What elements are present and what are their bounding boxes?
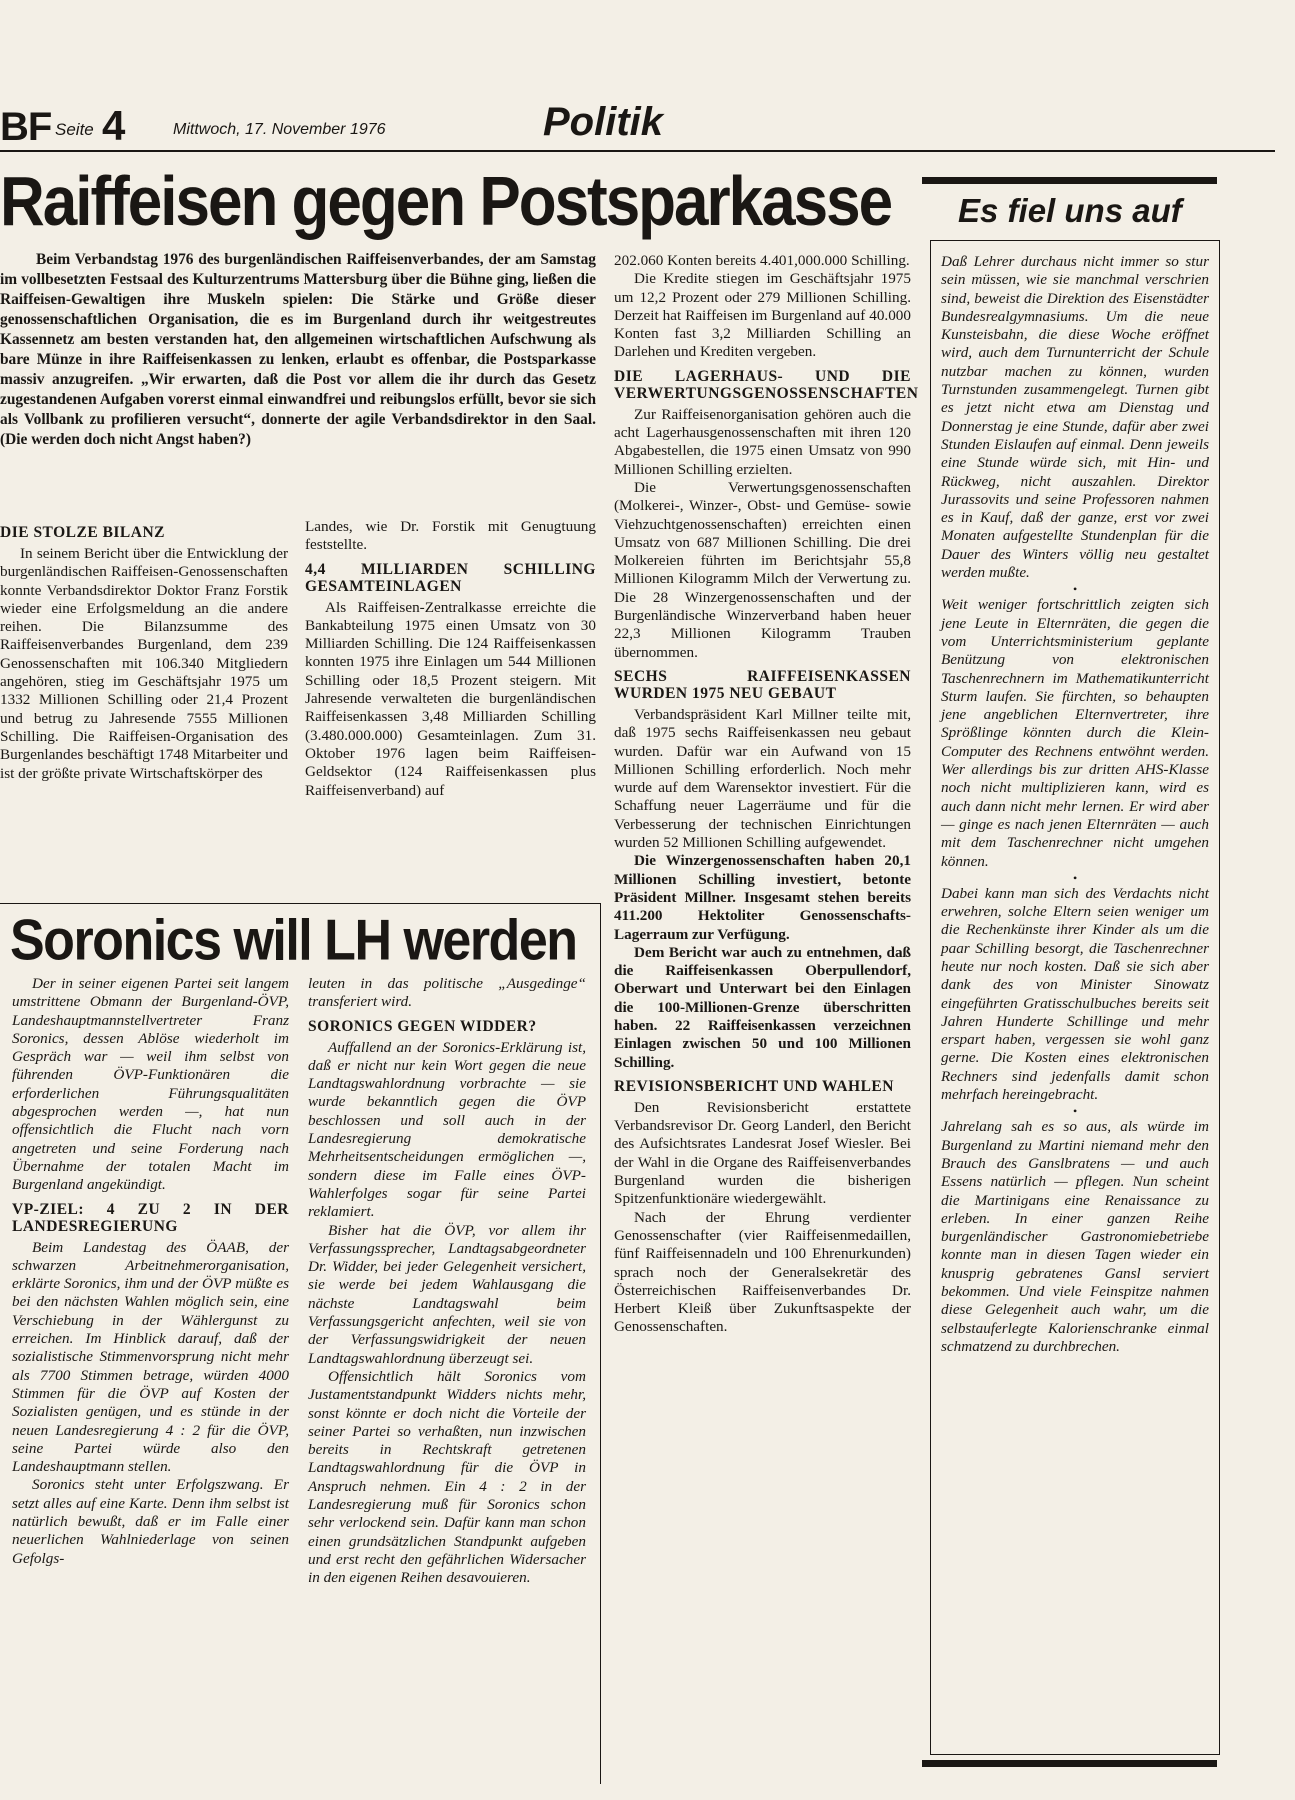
lead-paragraph: Beim Verbandstag 1976 des burgenländischen Raiffeisenverbandes, der am Samstag im vollbesetzten Festsaal des Kulturzentrums Mattersburg über die Bühne ging, ließen die Raiffeisen-Gewaltigen ihre Muskeln spielen: Die Stärke und Größe dieser genossenschaftlichen Organisation, die es im Burgenland durch ihr weitgestreutes Kassennetz am besten verstanden hat, den allgemeinen wirtschaftlichen Aufschwung als bare Münze in ihre Raiffeisenkassen zu lenken, erlaubt es offenbar, die Postsparkasse massiv anzugreifen. „Wir erwarten, daß die Post vor allem die ihr durch das Gesetz zugestandenen Aufgaben vorerst einmal einwandfrei und reibungslos erfüllt, bevor sie sich als Vollbank zu profilieren versucht“, donnerte der agile Verbandsdirektor in den Saal. (Die werden doch nicht Angst haben?): [0, 251, 596, 448]
subhead-vp-ziel: VP-ZIEL: 4 ZU 2 IN DER LANDESREGIERUNG: [12, 1200, 289, 1235]
paragraph: Auffallend an der Soronics-Erklärung ist, daß er nicht nur kein Wort gegen die neue Landtagswahlordnung vorbrachte — sie wurde bekanntlich gegen die ÖVP beschlossen und soll auch in der Landesregierung demokratische Mehrheitsentscheidungen ermöglichen —, sondern diese im Falle eines ÖVP-Wahlerfolges sogar für seine Partei reklamiert.: [308, 1038, 586, 1221]
paragraph: Die Kredite stiegen im Geschäftsjahr 1975 um 12,2 Prozent oder 279 Millionen Schilling. Derzeit hat Raiffeisen im Burgenland auf 40.000 Konten fast 3,2 Milliarden Schilling an Darlehen und Krediten vergeben.: [614, 270, 911, 361]
section-title: Politik: [543, 100, 664, 144]
separator-bullet: •: [1072, 582, 1078, 597]
sidebar-top-rule: [922, 177, 1217, 184]
paragraph: Der in seiner eigenen Partei seit langem umstrittene Obmann der Burgenland-ÖVP, Landeshauptmannstellvertreter Franz Soronics, dessen Ablöse wiederholt im Gespräch war — weil ihm selbst von führenden ÖVP-Funktionären die erforderlichen Führungsqualitäten abgesprochen werden —, hat nun offensichtlich die Flucht nach vorn angetreten und seine Forderung nach Übernahme der totalen Macht im Burgenland angekündigt.: [12, 975, 289, 1194]
paragraph: Dem Bericht war auch zu entnehmen, daß die Raiffeisenkassen Oberpullendorf, Oberwart und Unterwart bei den Einlagen die 100-Millionen-Grenze überschritten haben. 22 Raiffeisenkassen verzeichnen Einlagen zwischen 50 und 100 Millionen Schilling.: [614, 943, 911, 1071]
separator-bullet: •: [1072, 870, 1078, 885]
separator-bullet: •: [1072, 1104, 1078, 1119]
sidebar-bottom-rule: [922, 1760, 1217, 1767]
subhead-soronics-gegen-widder: SORONICS GEGEN WIDDER?: [308, 1017, 537, 1035]
paragraph: Weit weniger fortschrittlich zeigten sich jene Leute in Elternräten, die gegen die vom Unterrichtsministerium geplante Benützung von elektronischen Taschenrechnern im Mathematikunterricht Sturm laufen. Sie fürchten, so behaupten jene angeblichen Elternvertreter, ihre Sprößlinge könnten durch die Klein-Computer des Rechnens entwöhnt werden. Wer allerdings bis zur dritten AHS-Klasse noch nicht multiplizieren kann, wird es auch dann nicht mehr lernen. Er wird aber — ginge es nach jenen Elternräten — auch mit dem Taschenrechner nicht umgehen können.: [941, 596, 1209, 870]
paragraph: leuten in das politische „Ausgedinge“ transferiert wird.: [308, 975, 586, 1011]
paragraph: Dabei kann man sich des Verdachts nicht erwehren, solche Eltern seien weniger um die Rechenkünste ihrer Kinder als um die paar Schilling besorgt, die Taschenrechner heute nur noch kosten. Daß sie sich aber dank des von Minister Sinowatz eingeführten Gratisschulbuches bereits seit Jahren Hunderte Schillinge und mehr erspart haben, vergessen sie wohl ganz gerne. Die Kosten eines elektronischen Rechners sind jedenfalls damit schon mehrfach hereingebracht.: [941, 884, 1209, 1104]
main-column-3: [614, 252, 919, 1337]
paragraph: Als Raiffeisen-Zentralkasse erreichte die Bankabteilung 1975 einen Umsatz von 30 Milliarden Schilling. Die 124 Raiffeisenkassen konnten 1975 ihre Einlagen um 544 Millionen Schilling oder 18,5 Prozent steigern. Mit Jahresende verwalteten die burgenländischen Raiffeisenkassen 3,48 Milliarden Schilling (3.480.000.000) Gesamteinlagen. Zum 31. Oktober 1976 lagen beim Raiffeisen-Geldsektor (124 Raiffeisenkassen plus Raiffeisenverband) auf: [305, 598, 596, 799]
main-column-2: [305, 518, 596, 800]
sidebar-text: [941, 253, 1209, 1356]
paragraph: Offensichtlich hält Soronics vom Justamentstandpunkt Widders nichts mehr, sonst könnte er doch nicht die Vorteile der seiner Partei so verhaßten, nun inzwischen bereits in Rechtskraft getretenen Landtagswahlordnung für die ÖVP in Anspruch nehmen. Ein 4 : 2 in der Landesregierung muß für Soronics schon sehr verlockend sein. Dafür kann man schon einen grundsätzlichen Standpunkt aufgeben und erst recht den gefährlichen Widersacher in den eigenen Reihen desavouieren.: [308, 1367, 586, 1587]
soronics-column-2: [308, 975, 586, 1588]
main-lead: [0, 250, 596, 450]
paragraph: Soronics steht unter Erfolgszwang. Er setzt alles auf eine Karte. Denn ihm selbst ist natürlich bewußt, daß er im Falle einer neuerlichen Wahlniederlage von seinen Gefolgs-: [12, 1476, 289, 1567]
sidebar-box: [930, 240, 1220, 1755]
subhead-revisionsbericht: REVISIONSBERICHT UND WAHLEN: [614, 1077, 894, 1095]
paragraph: Verbandspräsident Karl Millner teilte mit, daß 1975 sechs Raiffeisenkassen neu gebaut wurden. Dafür war ein Aufwand von 15 Millionen Schilling erforderlich. Noch mehr wurde auf dem Warensektor investiert. Für die Schaffung neuer Lagerräume und für die Verbesserung der technischen Einrichtungen wurden 52 Millionen Schilling aufgewendet.: [614, 705, 911, 852]
masthead-rule: [0, 150, 1275, 152]
subhead-sechs-raiffeisenkassen: SECHS RAIFFEISENKASSEN WURDEN 1975 NEU GEBAUT: [614, 667, 911, 702]
paragraph: Nach der Ehrung verdienter Genossenschafter (vier Raiffeisenmedaillen, fünf Raiffeisennadeln und 100 Ehrenurkunden) sprach noch der Generalsekretär des Österreichischen Raiffeisenverbandes Dr. Herbert Kleiß über Zukunftsaspekte der Genossenschaften.: [614, 1208, 911, 1336]
page-label: Seite: [55, 120, 94, 139]
paragraph: Beim Landestag des ÖAAB, der schwarzen Arbeitnehmerorganisation, erklärte Soronics, ihm und der ÖVP müßte es bei den nächsten Wahlen möglich sein, eine Verschiebung in der Wählergunst zu erreichen. Im Hinblick darauf, daß der sozialistische Stimmenvorsprung nicht mehr als 7700 Stimmen betrage, würden 4000 Stimmen für die ÖVP auf Kosten der Sozialisten genügen, und es stünde in der neuen Landesregierung 4 : 2 für die ÖVP, seine Partei würde also den Landeshauptmann stellen.: [12, 1238, 289, 1476]
paragraph: Bisher hat die ÖVP, vor allem ihr Verfassungssprecher, Landtagsabgeordneter Dr. Widder, bei jeder Gelegenheit versichert, sie werde bei jedem Wahlausgang die nächste Landtagswahl beim Verfassungsgericht anfechten, weil sie von der Verfassungswidrigkeit der neuen Landtagswahlordnung überzeugt sei.: [308, 1221, 586, 1367]
paragraph: In seinem Bericht über die Entwicklung der burgenländischen Raiffeisen-Genossenschaften konnte Verbandsdirektor Doktor Franz Forstik wieder eine Erfolgsmeldung an die andere reihen. Die Bilanzsumme des Raiffeisenverbandes Burgenland, dem 239 Genossenschaften mit 106.340 Mitgliedern angehören, stieg im Geschäftsjahr 1975 um 1332 Millionen Schilling oder 21,4 Prozent und betrug zu Jahresende 7555 Millionen Schilling. Die Raiffeisen-Organisation des Burgenlandes beschäftigt 1748 Mitarbeiter und ist der größte private Wirtschaftskörper des: [0, 545, 288, 782]
paragraph: 202.060 Konten bereits 4.401,000.000 Schilling.: [614, 252, 910, 269]
paragraph: Die Winzergenossenschaften haben 20,1 Millionen Schilling investiert, betonte Präsident Millner. Insgesamt stehen bereits 411.200 Hektoliter Genossenschafts-Lagerraum zur Verfügung.: [614, 852, 911, 943]
paragraph: Daß Lehrer durchaus nicht immer so stur sein müssen, wie sie manchmal verschrien sind, beweist die Direktion des Eisenstädter Bundesrealgymnasiums. Um die neue Kunsteisbahn, die diese Woche eröffnet wird, auch dem Turnunterricht der Schule nutzbar machen zu können, wurden Turnstunden zusammengelegt. Turnen gibt es jetzt nicht etwa am Dienstag und Donnerstag je eine Stunde, dafür aber zwei Stunden Eislaufen auf einmal. Denn jeweils eine Stunde würde sich, mit Hin- und Rückweg, nicht auszahlen. Direktor Jurassovits und seine Professoren nahmen es in Kauf, daß der ganze, erst vor zwei Monaten aufgestellte Stundenplan für die Dauer des Winters völlig neu gestaltet werden mußte.: [941, 253, 1209, 582]
sidebar-title: Es fiel uns auf: [958, 192, 1182, 229]
newspaper-brand: BF: [0, 105, 52, 149]
subhead-lagerhaus: DIE LAGERHAUS- UND DIE VERWERTUNGSGENOSSENSCHAFTEN: [614, 367, 919, 402]
main-headline: Raiffeisen gegen Postsparkasse: [0, 163, 892, 241]
subhead-gesamteinlagen: 4,4 MILLIARDEN SCHILLING GESAMTEINLAGEN: [305, 560, 596, 595]
paragraph: Die Verwertungsgenossenschaften (Molkerei-, Winzer-, Obst- und Gemüse- sowie Viehzuchtgenossenschaften) erreichten einen Umsatz von 687 Millionen Schilling. Die drei Molkereien führten im Berichtsjahr 55,8 Millionen Kilogramm Milch der Verwertung zu. Die 28 Winzergenossenschaften und der Burgenländische Winzerverband haben heuer 22,3 Millionen Kilogramm Trauben übernommen.: [614, 478, 911, 661]
paragraph: Landes, wie Dr. Forstik mit Genugtuung feststellte.: [305, 518, 596, 554]
paragraph: Den Revisionsbericht erstattete Verbandsrevisor Dr. Georg Landerl, den Bericht des Aufsichtsrates Landesrat Josef Wiesler. Bei der Wahl in die Organe des Raiffeisenverbandes Burgenland wurden die bisherigen Spitzenfunktionäre wiedergewählt.: [614, 1098, 911, 1208]
main-column-1: [0, 518, 288, 783]
paragraph: Jahrelang sah es so aus, als würde im Burgenland zu Martini niemand mehr den Brauch des Ganslbratens — und auch Essens natürlich — pflegen. Nun scheint die Martinigans eine Renaissance zu erleben. In einer ganzen Reihe burgenländischer Gastronomiebetriebe konnte man in diesen Tagen wieder ein knusprig gebratenes Gansl serviert bekommen. Und viele Feinspitze nahmen diese Gelegenheit auch wahr, um die selbstauferlegte Kalorienschranke einmal schmatzend zu durchbrechen.: [941, 1118, 1209, 1355]
paragraph: Zur Raiffeisenorganisation gehören auch die acht Lagerhausgenossenschaften mit ihren 120 Abgabestellen, die 1975 einen Umsatz von 990 Millionen Schilling erzielten.: [614, 405, 911, 478]
issue-date: Mittwoch, 17. November 1976: [173, 121, 386, 138]
subhead-stolze-bilanz: DIE STOLZE BILANZ: [0, 524, 165, 541]
soronics-column-1: [12, 975, 289, 1568]
page-number: 4: [102, 102, 126, 149]
soronics-headline: Soronics will LH werden: [10, 908, 577, 973]
